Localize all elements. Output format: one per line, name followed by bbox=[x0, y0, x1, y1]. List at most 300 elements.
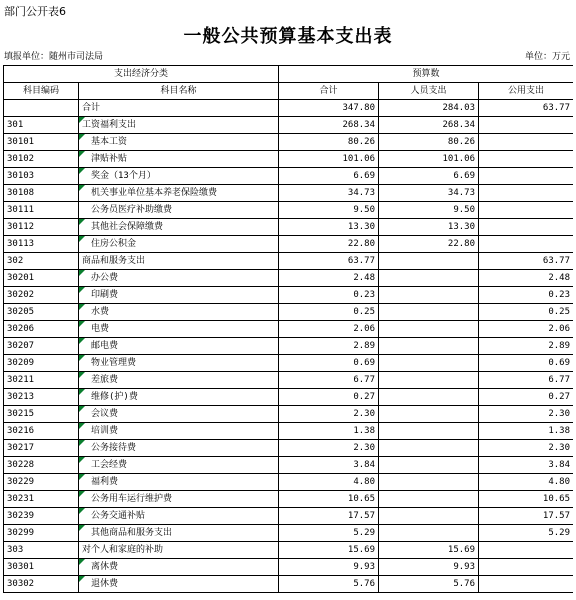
cell-text: 2.48 bbox=[353, 273, 375, 283]
cell-name bbox=[79, 542, 279, 559]
table-row bbox=[4, 253, 574, 270]
cell-text: 维修(护)费 bbox=[91, 392, 138, 402]
cell-text: 2.06 bbox=[353, 324, 375, 334]
cell-text: 其他社会保障缴费 bbox=[91, 222, 164, 232]
cell-text: 101.06 bbox=[342, 154, 375, 164]
cell-text: 机关事业单位基本养老保险缴费 bbox=[91, 188, 218, 198]
cell-name bbox=[79, 440, 279, 457]
cell-text: 4.80 bbox=[353, 477, 375, 487]
cell-text: 5.29 bbox=[353, 528, 375, 538]
cell-public bbox=[479, 372, 574, 389]
cell-marker-icon bbox=[79, 117, 85, 123]
cell-code bbox=[4, 576, 79, 593]
cell-marker-icon bbox=[79, 491, 85, 497]
cell-total bbox=[279, 406, 379, 423]
cell-text: 30202 bbox=[7, 290, 35, 300]
currency-unit: 单位：万元 bbox=[524, 52, 570, 62]
cell-marker-icon bbox=[79, 525, 85, 531]
cell-text: 15.69 bbox=[447, 545, 475, 555]
cell-text: 6.69 bbox=[453, 171, 475, 181]
table-row bbox=[4, 338, 574, 355]
cell-total bbox=[279, 185, 379, 202]
header-budget: 预算数 bbox=[279, 66, 574, 83]
table-row bbox=[4, 525, 574, 542]
cell-name bbox=[79, 287, 279, 304]
cell-text: 30228 bbox=[7, 460, 35, 470]
cell-marker-icon bbox=[79, 559, 85, 565]
cell-code bbox=[4, 134, 79, 151]
cell-text: 2.48 bbox=[548, 273, 570, 283]
cell-name bbox=[79, 474, 279, 491]
cell-text: 268.34 bbox=[442, 120, 475, 130]
cell-total bbox=[279, 321, 379, 338]
cell-personnel bbox=[379, 457, 479, 474]
cell-code bbox=[4, 253, 79, 270]
cell-personnel bbox=[379, 270, 479, 287]
cell-marker-icon bbox=[79, 321, 85, 327]
cell-total bbox=[279, 440, 379, 457]
cell-code bbox=[4, 117, 79, 134]
header-personnel: 人员支出 bbox=[379, 83, 479, 100]
cell-code bbox=[4, 525, 79, 542]
header-group-row bbox=[4, 66, 574, 83]
cell-personnel bbox=[379, 440, 479, 457]
cell-marker-icon bbox=[79, 304, 85, 310]
cell-personnel bbox=[379, 219, 479, 236]
cell-text: 30108 bbox=[7, 188, 35, 198]
cell-public bbox=[479, 270, 574, 287]
cell-text: 印刷费 bbox=[91, 290, 119, 300]
cell-name bbox=[79, 100, 279, 117]
cell-text: 30213 bbox=[7, 392, 35, 402]
cell-text: 0.69 bbox=[548, 358, 570, 368]
cell-text: 268.34 bbox=[342, 120, 375, 130]
cell-public bbox=[479, 491, 574, 508]
cell-text: 离休费 bbox=[91, 562, 119, 572]
cell-name bbox=[79, 423, 279, 440]
table-row bbox=[4, 236, 574, 253]
cell-text: 284.03 bbox=[442, 103, 475, 113]
cell-name bbox=[79, 236, 279, 253]
cell-text: 80.26 bbox=[347, 137, 375, 147]
cell-marker-icon bbox=[79, 389, 85, 395]
cell-text: 30299 bbox=[7, 528, 35, 538]
cell-marker-icon bbox=[79, 134, 85, 140]
table-row bbox=[4, 219, 574, 236]
cell-public bbox=[479, 355, 574, 372]
cell-code bbox=[4, 355, 79, 372]
cell-code bbox=[4, 219, 79, 236]
cell-code bbox=[4, 100, 79, 117]
cell-total bbox=[279, 287, 379, 304]
cell-marker-icon bbox=[79, 151, 85, 157]
cell-text: 17.57 bbox=[347, 511, 375, 521]
cell-code bbox=[4, 457, 79, 474]
cell-name bbox=[79, 134, 279, 151]
cell-code bbox=[4, 287, 79, 304]
cell-public bbox=[479, 100, 574, 117]
cell-personnel bbox=[379, 576, 479, 593]
cell-total bbox=[279, 525, 379, 542]
cell-text: 30102 bbox=[7, 154, 35, 164]
cell-text: 3.84 bbox=[353, 460, 375, 470]
cell-personnel bbox=[379, 202, 479, 219]
cell-text: 30103 bbox=[7, 171, 35, 181]
cell-public bbox=[479, 542, 574, 559]
cell-text: 9.93 bbox=[453, 562, 475, 572]
cell-name bbox=[79, 185, 279, 202]
cell-public bbox=[479, 168, 574, 185]
cell-total bbox=[279, 491, 379, 508]
cell-text: 30112 bbox=[7, 222, 35, 232]
cell-code bbox=[4, 372, 79, 389]
cell-name bbox=[79, 559, 279, 576]
cell-total bbox=[279, 304, 379, 321]
cell-text: 30239 bbox=[7, 511, 35, 521]
cell-public bbox=[479, 423, 574, 440]
cell-personnel bbox=[379, 406, 479, 423]
cell-text: 奖金（13个月） bbox=[91, 171, 156, 181]
cell-code bbox=[4, 202, 79, 219]
cell-public bbox=[479, 117, 574, 134]
table-row bbox=[4, 559, 574, 576]
cell-personnel bbox=[379, 389, 479, 406]
cell-text: 公务员医疗补助缴费 bbox=[91, 205, 173, 215]
cell-total bbox=[279, 389, 379, 406]
cell-marker-icon bbox=[79, 355, 85, 361]
cell-text: 1.38 bbox=[353, 426, 375, 436]
cell-text: 63.77 bbox=[542, 256, 570, 266]
cell-name bbox=[79, 525, 279, 542]
cell-text: 5.76 bbox=[353, 579, 375, 589]
cell-code bbox=[4, 321, 79, 338]
cell-text: 30302 bbox=[7, 579, 35, 589]
cell-text: 22.80 bbox=[447, 239, 475, 249]
cell-text: 退休费 bbox=[91, 579, 119, 589]
cell-personnel bbox=[379, 423, 479, 440]
cell-text: 63.77 bbox=[542, 103, 570, 113]
cell-name bbox=[79, 491, 279, 508]
cell-text: 津贴补贴 bbox=[91, 154, 128, 164]
cell-text: 101.06 bbox=[442, 154, 475, 164]
cell-public bbox=[479, 185, 574, 202]
table-row bbox=[4, 117, 574, 134]
cell-text: 0.69 bbox=[353, 358, 375, 368]
cell-marker-icon bbox=[79, 576, 85, 582]
cell-text: 公务交通补贴 bbox=[91, 511, 146, 521]
cell-text: 工资福利支出 bbox=[82, 120, 137, 130]
cell-text: 6.77 bbox=[548, 375, 570, 385]
cell-marker-icon bbox=[79, 236, 85, 242]
cell-text: 17.57 bbox=[542, 511, 570, 521]
cell-text: 4.80 bbox=[548, 477, 570, 487]
cell-marker-icon bbox=[79, 508, 85, 514]
cell-text: 2.30 bbox=[353, 409, 375, 419]
cell-public bbox=[479, 338, 574, 355]
cell-text: 30231 bbox=[7, 494, 35, 504]
cell-code bbox=[4, 151, 79, 168]
header-public: 公用支出 bbox=[479, 83, 574, 100]
cell-text: 30201 bbox=[7, 273, 35, 283]
cell-text: 30217 bbox=[7, 443, 35, 453]
cell-text: 30113 bbox=[7, 239, 35, 249]
cell-text: 30205 bbox=[7, 307, 35, 317]
cell-total bbox=[279, 100, 379, 117]
cell-text: 301 bbox=[7, 120, 24, 130]
cell-marker-icon bbox=[79, 338, 85, 344]
cell-text: 10.65 bbox=[542, 494, 570, 504]
cell-code bbox=[4, 168, 79, 185]
cell-total bbox=[279, 134, 379, 151]
cell-public bbox=[479, 457, 574, 474]
cell-text: 9.50 bbox=[353, 205, 375, 215]
cell-total bbox=[279, 508, 379, 525]
cell-personnel bbox=[379, 355, 479, 372]
cell-text: 会议费 bbox=[91, 409, 119, 419]
cell-total bbox=[279, 253, 379, 270]
cell-text: 13.30 bbox=[447, 222, 475, 232]
cell-personnel bbox=[379, 321, 479, 338]
cell-personnel bbox=[379, 542, 479, 559]
cell-personnel bbox=[379, 525, 479, 542]
cell-text: 电费 bbox=[91, 324, 110, 334]
page-title: 一般公共预算基本支出表 bbox=[183, 26, 393, 47]
table-row bbox=[4, 134, 574, 151]
cell-text: 30101 bbox=[7, 137, 35, 147]
cell-text: 10.65 bbox=[347, 494, 375, 504]
cell-text: 9.50 bbox=[453, 205, 475, 215]
cell-text: 办公费 bbox=[91, 273, 119, 283]
budget-table bbox=[3, 65, 574, 593]
cell-marker-icon bbox=[79, 406, 85, 412]
header-column-row bbox=[4, 83, 574, 100]
cell-name bbox=[79, 219, 279, 236]
cell-name bbox=[79, 117, 279, 134]
cell-total bbox=[279, 457, 379, 474]
table-row bbox=[4, 270, 574, 287]
cell-code bbox=[4, 270, 79, 287]
table-row bbox=[4, 576, 574, 593]
cell-marker-icon bbox=[79, 372, 85, 378]
cell-public bbox=[479, 134, 574, 151]
table-row bbox=[4, 423, 574, 440]
cell-name bbox=[79, 576, 279, 593]
cell-personnel bbox=[379, 372, 479, 389]
cell-text: 0.27 bbox=[353, 392, 375, 402]
cell-code bbox=[4, 491, 79, 508]
cell-public bbox=[479, 508, 574, 525]
cell-code bbox=[4, 508, 79, 525]
cell-text: 其他商品和服务支出 bbox=[91, 528, 173, 538]
cell-text: 水费 bbox=[91, 307, 110, 317]
cell-text: 2.89 bbox=[548, 341, 570, 351]
cell-text: 对个人和家庭的补助 bbox=[82, 545, 164, 555]
cell-personnel bbox=[379, 100, 479, 117]
cell-name bbox=[79, 202, 279, 219]
cell-text: 0.25 bbox=[353, 307, 375, 317]
cell-total bbox=[279, 355, 379, 372]
cell-total bbox=[279, 168, 379, 185]
cell-public bbox=[479, 440, 574, 457]
cell-name bbox=[79, 406, 279, 423]
table-row bbox=[4, 508, 574, 525]
cell-public bbox=[479, 406, 574, 423]
cell-text: 0.23 bbox=[548, 290, 570, 300]
cell-text: 公务用车运行维护费 bbox=[91, 494, 173, 504]
header-code: 科目编码 bbox=[4, 83, 79, 100]
cell-personnel bbox=[379, 559, 479, 576]
cell-total bbox=[279, 219, 379, 236]
cell-text: 13.30 bbox=[347, 222, 375, 232]
cell-total bbox=[279, 270, 379, 287]
cell-total bbox=[279, 474, 379, 491]
table-row bbox=[4, 474, 574, 491]
cell-text: 2.30 bbox=[548, 443, 570, 453]
cell-code bbox=[4, 389, 79, 406]
cell-personnel bbox=[379, 134, 479, 151]
cell-personnel bbox=[379, 185, 479, 202]
cell-text: 30216 bbox=[7, 426, 35, 436]
cell-text: 2.30 bbox=[353, 443, 375, 453]
cell-public bbox=[479, 525, 574, 542]
table-row bbox=[4, 355, 574, 372]
cell-text: 差旅费 bbox=[91, 375, 119, 385]
cell-personnel bbox=[379, 491, 479, 508]
cell-text: 30207 bbox=[7, 341, 35, 351]
cell-public bbox=[479, 389, 574, 406]
cell-text: 30211 bbox=[7, 375, 35, 385]
cell-text: 邮电费 bbox=[91, 341, 119, 351]
cell-marker-icon bbox=[79, 474, 85, 480]
cell-text: 22.80 bbox=[347, 239, 375, 249]
cell-public bbox=[479, 559, 574, 576]
table-row bbox=[4, 202, 574, 219]
cell-text: 基本工资 bbox=[91, 137, 128, 147]
cell-total bbox=[279, 423, 379, 440]
cell-name bbox=[79, 508, 279, 525]
cell-text: 培训费 bbox=[91, 426, 119, 436]
cell-public bbox=[479, 219, 574, 236]
cell-total bbox=[279, 236, 379, 253]
cell-text: 303 bbox=[7, 545, 24, 555]
cell-name bbox=[79, 151, 279, 168]
cell-code bbox=[4, 406, 79, 423]
cell-personnel bbox=[379, 117, 479, 134]
cell-code bbox=[4, 559, 79, 576]
cell-marker-icon bbox=[79, 423, 85, 429]
cell-text: 30209 bbox=[7, 358, 35, 368]
cell-name bbox=[79, 304, 279, 321]
cell-text: 6.69 bbox=[353, 171, 375, 181]
cell-public bbox=[479, 202, 574, 219]
table-number-label: 部门公开表6 bbox=[4, 5, 66, 18]
cell-text: 9.93 bbox=[353, 562, 375, 572]
cell-text: 63.77 bbox=[347, 256, 375, 266]
cell-total bbox=[279, 542, 379, 559]
table-row bbox=[4, 440, 574, 457]
cell-text: 6.77 bbox=[353, 375, 375, 385]
table-row bbox=[4, 185, 574, 202]
cell-marker-icon bbox=[79, 440, 85, 446]
cell-text: 物业管理费 bbox=[91, 358, 137, 368]
cell-text: 公务接待费 bbox=[91, 443, 137, 453]
table-row bbox=[4, 372, 574, 389]
cell-total bbox=[279, 559, 379, 576]
cell-public bbox=[479, 236, 574, 253]
cell-total bbox=[279, 372, 379, 389]
cell-marker-icon bbox=[79, 168, 85, 174]
cell-text: 30301 bbox=[7, 562, 35, 572]
cell-text: 0.25 bbox=[548, 307, 570, 317]
cell-text: 34.73 bbox=[447, 188, 475, 198]
cell-total bbox=[279, 202, 379, 219]
cell-name bbox=[79, 338, 279, 355]
table-row bbox=[4, 321, 574, 338]
table-row bbox=[4, 151, 574, 168]
cell-marker-icon bbox=[79, 219, 85, 225]
cell-name bbox=[79, 168, 279, 185]
cell-text: 34.73 bbox=[347, 188, 375, 198]
cell-public bbox=[479, 474, 574, 491]
cell-text: 0.27 bbox=[548, 392, 570, 402]
cell-name bbox=[79, 270, 279, 287]
cell-name bbox=[79, 355, 279, 372]
table-row bbox=[4, 491, 574, 508]
table-row bbox=[4, 100, 574, 117]
cell-text: 住房公积金 bbox=[91, 239, 137, 249]
cell-personnel bbox=[379, 253, 479, 270]
cell-code bbox=[4, 304, 79, 321]
cell-name bbox=[79, 389, 279, 406]
cell-public bbox=[479, 253, 574, 270]
cell-text: 347.80 bbox=[342, 103, 375, 113]
cell-marker-icon bbox=[79, 457, 85, 463]
cell-text: 30206 bbox=[7, 324, 35, 334]
cell-public bbox=[479, 151, 574, 168]
cell-code bbox=[4, 440, 79, 457]
cell-code bbox=[4, 423, 79, 440]
cell-personnel bbox=[379, 287, 479, 304]
cell-text: 2.89 bbox=[353, 341, 375, 351]
cell-text: 3.84 bbox=[548, 460, 570, 470]
cell-text: 30111 bbox=[7, 205, 35, 215]
table-row bbox=[4, 287, 574, 304]
cell-public bbox=[479, 576, 574, 593]
cell-personnel bbox=[379, 338, 479, 355]
cell-personnel bbox=[379, 508, 479, 525]
cell-text: 5.76 bbox=[453, 579, 475, 589]
table-row bbox=[4, 542, 574, 559]
cell-marker-icon bbox=[79, 287, 85, 293]
cell-text: 5.29 bbox=[548, 528, 570, 538]
cell-text: 1.38 bbox=[548, 426, 570, 436]
cell-text: 30215 bbox=[7, 409, 35, 419]
cell-code bbox=[4, 236, 79, 253]
cell-text: 15.69 bbox=[347, 545, 375, 555]
cell-total bbox=[279, 117, 379, 134]
cell-personnel bbox=[379, 168, 479, 185]
cell-text: 0.23 bbox=[353, 290, 375, 300]
cell-name bbox=[79, 372, 279, 389]
cell-personnel bbox=[379, 474, 479, 491]
cell-personnel bbox=[379, 304, 479, 321]
table-row bbox=[4, 406, 574, 423]
cell-text: 合计 bbox=[82, 103, 101, 113]
cell-text: 30229 bbox=[7, 477, 35, 487]
cell-name bbox=[79, 253, 279, 270]
cell-text: 福利费 bbox=[91, 477, 119, 487]
cell-public bbox=[479, 287, 574, 304]
